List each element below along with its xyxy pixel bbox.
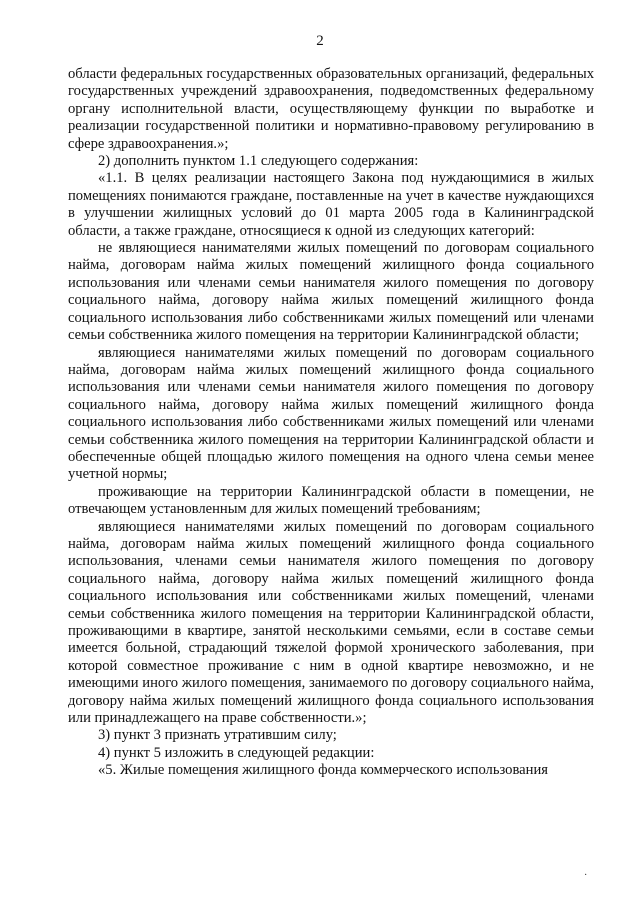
page-number: 2 — [316, 33, 324, 49]
scan-speck: · — [584, 870, 588, 881]
paragraph-category-1: не являющиеся нанимателями жилых помещений по договорам социального найма, договорам найма жилых помещений жилищного фонда социального использования или членами семьи нанимателя жилого помещения по договору социального найма, договору найма жилых помещений жилищного фонда социального использования либо собственниками жилых помещений или членами семьи собственника жилого помещения на территории Калининградской области; — [68, 240, 594, 344]
paragraph-category-4: являющиеся нанимателями жилых помещений по договорам социального найма, договорам найма жилых помещений жилищного фонда социального использования, членами семьи нанимателя жилого помещения по договору социального найма, договору найма жилых помещений жилищного фонда социального использования или собственниками жилых помещений, членами семьи собственника жилого помещения на территории Калининградской области, проживающими в квартире, занятой несколькими семьями, если в составе семьи имеется больной, страдающий тяжелой формой хронического заболевания, при которой совместное проживание с ним в одной квартире невозможно, и не имеющими иного жилого помещения, занимаемого по договору социального найма, договору найма жилых помещений жилищного фонда социального использования или принадлежащего на праве собственности.»; — [68, 518, 594, 727]
paragraph-category-2: являющиеся нанимателями жилых помещений по договорам социального найма, договорам найма жилых помещений жилищного фонда социального использования или членами семьи нанимателя жилого помещения по договору социального найма, договору найма жилых помещений жилищного фонда социального использования либо собственниками жилых помещений или членами семьи собственника жилого помещения на территории Калининградской области и обеспеченные общей площадью жилого помещения на одного члена семьи менее учетной нормы; — [68, 344, 594, 483]
paragraph-clause-5: «5. Жилые помещения жилищного фонда коммерческого использования — [98, 762, 548, 779]
paragraph-clause-1-1: «1.1. В целях реализации настоящего Закона под нуждающимися в жилых помещениях понимаются граждане, поставленные на учет в качестве нуждающихся в улучшении жилищных условий до 01 марта 2005 года в Калининградской области, а также граждане, относящиеся к одной из следующих категорий: — [68, 170, 594, 239]
paragraph-category-3: проживающие на территории Калининградской области в помещении, не отвечающем установленным для жилых помещений требованиям; — [68, 483, 594, 518]
paragraph-continuation: области федеральных государственных образовательных организаций, федеральных государственных учреждений здравоохранения, подведомственных федеральному органу исполнительной власти, осуществляющему функции по выработке и реализации государственной политики и нормативно-правовому регулированию в сфере здравоохранения.»; — [68, 66, 594, 152]
paragraph-item-2: 2) дополнить пунктом 1.1 следующего содержания: — [98, 153, 419, 170]
document-body — [68, 66, 594, 780]
paragraph-item-3: 3) пункт 3 признать утратившим силу; — [98, 727, 337, 744]
paragraph-item-4: 4) пункт 5 изложить в следующей редакции: — [98, 744, 375, 761]
